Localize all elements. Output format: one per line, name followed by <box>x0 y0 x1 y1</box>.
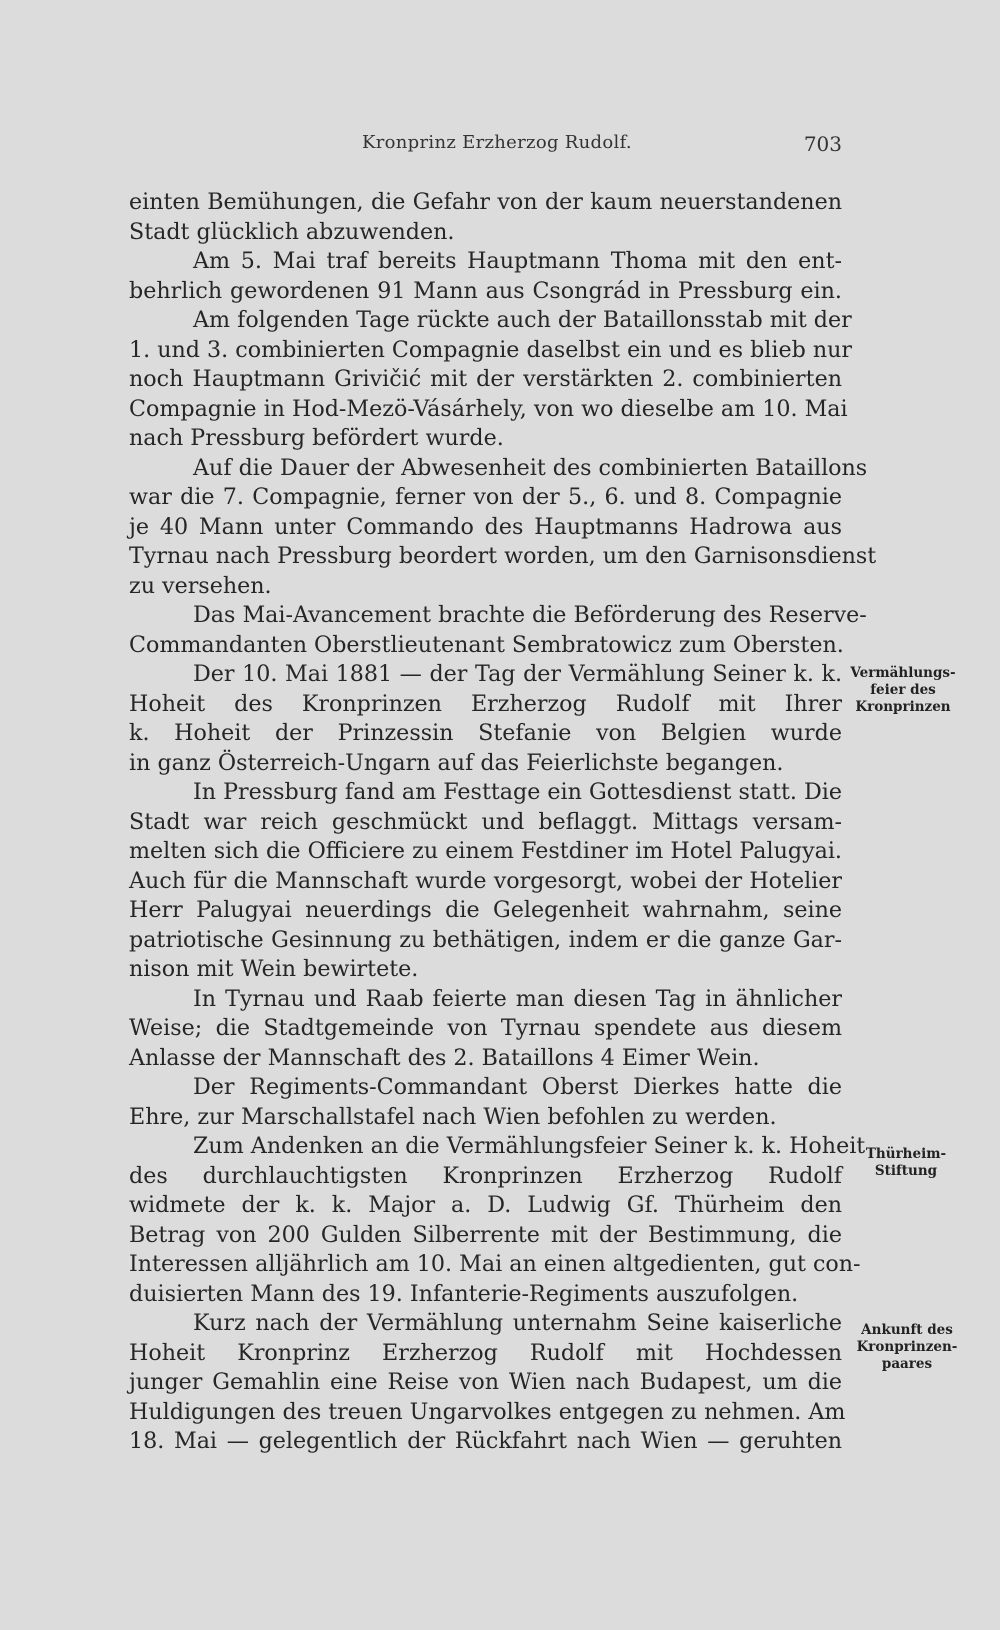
margin-note-line: Kronprinzen <box>855 699 951 715</box>
margin-note-line: paares <box>881 1356 933 1372</box>
text-line: zu versehen. <box>129 572 272 599</box>
text-line: Commandanten Oberstlieutenant Sembratowicz zum Obersten. <box>129 631 844 658</box>
text-line: in ganz Österreich-Ungarn auf das Feierlichste begangen. <box>129 749 784 776</box>
margin-note-thuerheim-stiftung <box>856 1146 956 1180</box>
text-line: Am 5. Mai traf bereits Hauptmann Thoma mit den ent- <box>193 248 842 274</box>
margin-note-line: Kronprinzen- <box>856 1339 958 1355</box>
running-title: Kronprinz Erzherzog Rudolf. <box>362 132 632 153</box>
running-header <box>362 132 842 158</box>
text-line: Betrag von 200 Gulden Silberrente mit der Bestimmung, die <box>129 1221 842 1248</box>
text-line: nach Pressburg befördert wurde. <box>129 425 504 451</box>
text-line: Am folgenden Tage rückte auch der Bataillonsstab mit der <box>193 307 852 333</box>
text-line: patriotische Gesinnung zu bethätigen, indem er die ganze Gar- <box>129 926 842 953</box>
text-line: Herr Palugyai neuerdings die Gelegenheit wahrnahm, seine <box>129 897 842 923</box>
text-line: In Tyrnau und Raab feierte man diesen Tag in ähnlicher <box>193 985 842 1012</box>
text-line: Kurz nach der Vermählung unternahm Seine kaiserliche <box>193 1310 842 1336</box>
text-line: In Pressburg fand am Festtage ein Gottesdienst statt. Die <box>193 779 842 805</box>
text-line: Compagnie in Hod-Mezö-Vásárhely, von wo dieselbe am 10. Mai <box>129 395 848 422</box>
text-line: Interessen alljährlich am 10. Mai an einen altgedienten, gut con- <box>129 1251 861 1277</box>
text-line: duisierten Mann des 19. Infanterie-Regiments auszufolgen. <box>129 1280 799 1307</box>
text-line: noch Hauptmann Grivičić mit der verstärkten 2. combinierten <box>129 366 842 392</box>
text-line: 18. Mai — gelegentlich der Rückfahrt nach Wien — geruhten <box>129 1428 842 1454</box>
text-line: Zum Andenken an die Vermählungsfeier Seiner k. k. Hoheit <box>193 1133 866 1159</box>
text-line: einten Bemühungen, die Gefahr von der kaum neuerstandenen <box>129 189 842 215</box>
text-line: nison mit Wein bewirtete. <box>129 956 419 982</box>
body-text <box>129 188 877 1457</box>
margin-note-line: Vermählungs- <box>850 665 956 681</box>
margin-note-line: Ankunft des <box>861 1322 953 1338</box>
text-line: des durchlauchtigsten Kronprinzen Erzherzog Rudolf <box>129 1162 842 1189</box>
text-line: Ehre, zur Marschallstafel nach Wien befohlen zu werden. <box>129 1103 777 1130</box>
text-line: 1. und 3. combinierten Compagnie daselbst ein und es blieb nur <box>129 336 853 363</box>
text-line: k. Hoheit der Prinzessin Stefanie von Belgien wurde <box>129 720 842 746</box>
text-line: Huldigungen des treuen Ungarvolkes entgegen zu nehmen. Am <box>129 1398 846 1425</box>
text-line: war die 7. Compagnie, ferner von der 5., 6. und 8. Compagnie <box>129 484 842 510</box>
margin-note-line: Stiftung <box>874 1163 938 1179</box>
text-line: widmete der k. k. Major a. D. Ludwig Gf. Thürheim den <box>129 1192 842 1218</box>
text-line: Hoheit des Kronprinzen Erzherzog Rudolf mit Ihrer <box>129 690 842 717</box>
text-line: je 40 Mann unter Commando des Hauptmanns Hadrowa aus <box>129 513 842 540</box>
text-line: Anlasse der Mannschaft des 2. Bataillons 4 Eimer Wein. <box>129 1044 760 1071</box>
text-line: Stadt glücklich abzuwenden. <box>129 218 455 245</box>
text-line: Hoheit Kronprinz Erzherzog Rudolf mit Hochdessen <box>129 1339 842 1366</box>
margin-note-vermaehlungsfeier <box>848 665 958 716</box>
text-line: Der Regiments-Commandant Oberst Dierkes hatte die <box>193 1074 842 1100</box>
text-line: melten sich die Officiere zu einem Festdiner im Hotel Palugyai. <box>129 838 842 864</box>
text-line: Das Mai-Avancement brachte die Beförderung des Reserve- <box>193 602 867 628</box>
text-line: Auch für die Mannschaft wurde vorgesorgt, wobei der Hotelier <box>129 867 842 894</box>
margin-note-ankunft <box>852 1322 962 1373</box>
text-line: Auf die Dauer der Abwesenheit des combinierten Bataillons <box>193 454 868 481</box>
text-line: Der 10. Mai 1881 — der Tag der Vermählung Seiner k. k. <box>193 661 842 687</box>
page-number: 703 <box>803 132 842 156</box>
text-line: behrlich gewordenen 91 Mann aus Csongrád in Pressburg ein. <box>129 277 842 304</box>
text-line: Weise; die Stadtgemeinde von Tyrnau spendete aus diesem <box>129 1015 842 1041</box>
margin-note-line: Thürheim- <box>865 1146 947 1162</box>
text-line: junger Gemahlin eine Reise von Wien nach Budapest, um die <box>129 1369 842 1395</box>
text-line: Stadt war reich geschmückt und beflaggt. Mittags versam- <box>129 808 842 835</box>
margin-note-line: feier des <box>870 682 936 698</box>
text-line: Tyrnau nach Pressburg beordert worden, um den Garnisonsdienst <box>129 543 877 569</box>
